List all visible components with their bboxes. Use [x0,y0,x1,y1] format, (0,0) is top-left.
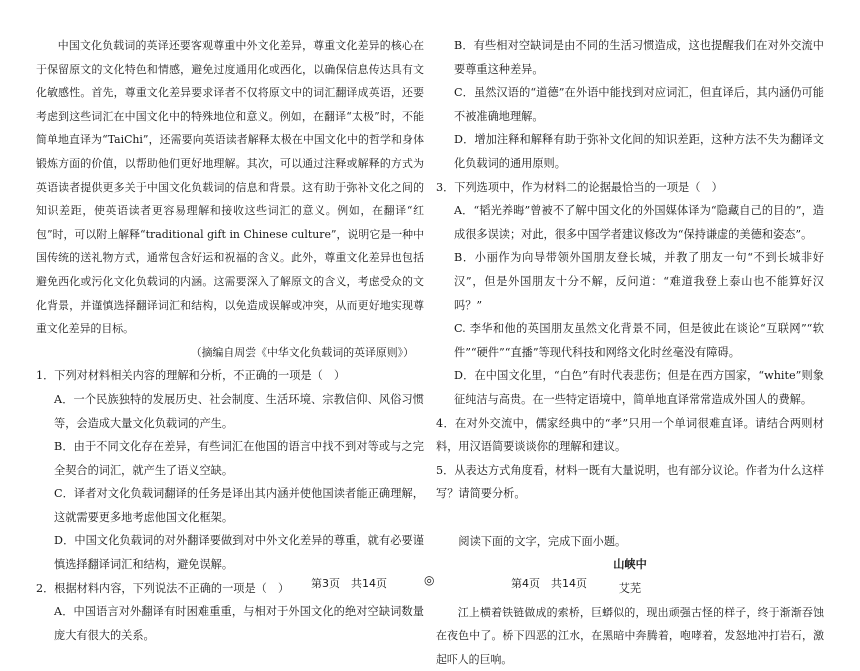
question-3-option-c: C. 李华和他的英国朋友虽然文化背景不同，但是彼此在谈论“互联网”“软件”“硬件”“直播”等现代科技和网络文化时丝毫没有障碍。 [454,322,824,359]
question-1-option-c: C．译者对文化负载词翻译的任务是译出其内涵并使他国读者能正确理解，这就需要更多地考虑他国文化框架。 [54,487,424,524]
page-number-left: 第3页 共14页 [311,577,387,590]
question-5: 5．从表达方式角度看，材料一既有大量说明，也有部分议论。作者为什么这样写？请简要分析。 [436,463,824,501]
left-column [36,34,424,647]
question-2-option-d: D．增加注释和解释有助于弥补文化间的知识差距，这种方法不失为翻译文化负载词的通用原则。 [454,133,824,170]
question-2-option-b: B．有些相对空缺词是由不同的生活习惯造成，这也提醒我们在对外交流中要尊重这种差异。 [454,39,824,76]
question-3-option-a: A．“韬光养晦”曾被不了解中国文化的外国媒体译为“隐藏自己的目的”，造成很多误读；对此，很多中国学者建议修改为“保持谦虚的美德和姿态”。 [454,204,824,241]
question-1-option-b: B．由于不同文化存在差异，有些词汇在他国的语言中找不到对等或与之完全契合的词汇，就产生了语义空缺。 [54,440,424,477]
question-3-stem: 3．下列选项中，作为材料二的论据最恰当的一项是（ ） [436,180,723,194]
story-title: 山峡中 [613,557,647,572]
story-text: 江上横着铁链做成的索桥，巨蟒似的，现出顽强古怪的样子，终于渐渐吞蚀在夜色中了。桥下四恶的江水，在黑暗中奔腾着，咆哮着，发怒地冲打岩石，激起吓人的巨响。 [436,605,824,666]
passage-source: （摘编自周尝《中华文化负载词的英译原则》） [190,345,414,359]
question-2-option-c: C．虽然汉语的“道德”在外语中能找到对应词汇，但直译后，其内涵仍可能不被准确地理解。 [454,86,824,123]
question-3-option-d: D．在中国文化里，“白色”有时代表悲伤；但是在西方国家，“white”则象征纯洁与高贵。在一些特定语境中，简单地直译常常造成外国人的费解。 [454,369,824,406]
question-1-option-a: A．一个民族独特的发展历史、社会制度、生活环境、宗教信仰、风俗习惯等，会造成大量文化负载词的产生。 [54,392,424,430]
passage-paragraph: 中国文化负载词的英译还要客观尊重中外文化差异，尊重文化差异的核心在于保留原文的文化特色和情感，避免过度通用化或西化，以确保信息传达具有文化敏感性。首先，尊重文化差异要求译者不仅将原文中的词汇翻译成英语，还要考虑到这些词汇在中国文化中的特殊地位和意义。例如，在翻译“太极”时，不能简单地直译为“TaiChi”，还需要向英语读者解释太极在中国文化中的哲学和身体锻炼方面的价值，以帮助他们更好地理解。其次，可以通过注释或解释的方式为英语读者提供更多关于中国文化负载词的信息和背景。这有助于弥补文化之间的知识差距，使英语读者更容易理解和接收这些词汇的意义。例如，在翻译“红包”时，可以附上解释“traditional gift in Chinese culture”，说明它是一种中国传统的送礼物方式，通常包含好运和祝福的含义。此外，尊重文化差异也包括避免西化或污化文化负载词的内涵。这需要深入了解原文的含义，考虑受众的文化背景，并谨慎选择翻译词汇和结构，以免造成误解或冲突，从而更好地实现尊重文化差异的目标。 [36,39,424,336]
question-1-option-d: D．中国文化负载词的对外翻译要做到对中外文化差异的尊重，就有必要谨慎选择翻译词汇和结构，避免误解。 [54,534,424,572]
reading-prompt: 阅读下面的文字，完成下面小题。 [458,534,627,548]
question-2-stem: 2．根据材料内容，下列说法不正确的一项是（ ） [36,581,290,595]
page-number-right: 第4页 共14页 [511,577,587,590]
spacer [436,506,824,530]
question-2-option-a: A．中国语言对外翻译有时困难重重，与相对于外国文化的绝对空缺词数量庞大有很大的关系。 [54,605,424,642]
footer-mark-icon: ◎ [424,573,435,587]
question-4: 4．在对外交流中，儒家经典中的“孝”只用一个单词很难直译。请结合两则材料，用汉语简要谈谈你的理解和建议。 [436,416,824,454]
story-author: 艾芜 [618,582,642,596]
question-1-stem: 1．下列对材料相关内容的理解和分析，不正确的一项是（ ） [36,369,346,383]
question-3-option-b: B．小丽作为向导带领外国朋友登长城，并教了朋友一句“不到长城非好汉”，但是外国朋友十分不解，反问道：“难道我登上泰山也不能算好汉吗？” [454,251,824,312]
right-column [436,34,824,671]
